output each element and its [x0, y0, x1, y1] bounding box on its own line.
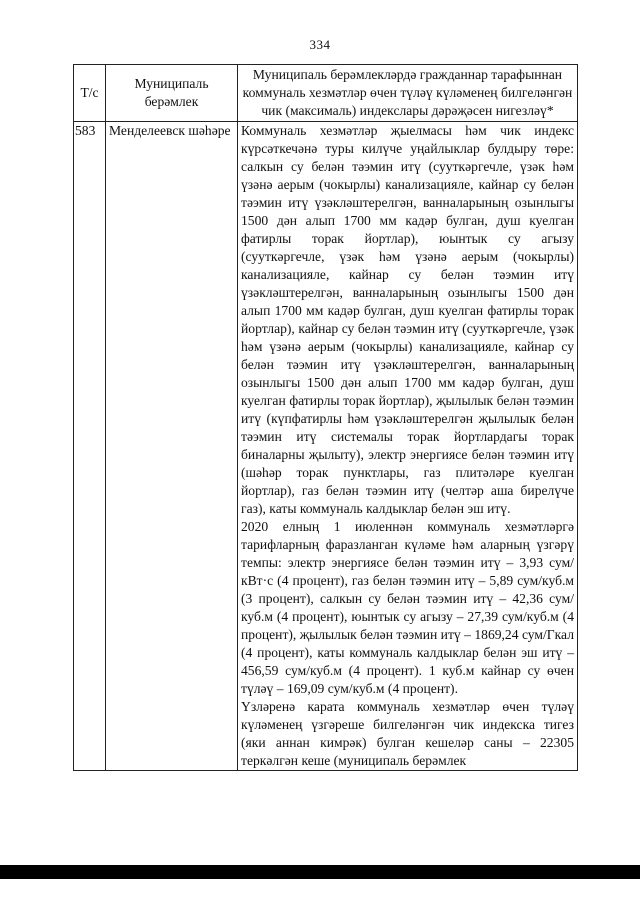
row-municipality: Менделеевск шәһәре	[106, 122, 238, 771]
table-row	[74, 122, 578, 771]
row-justification	[238, 122, 578, 771]
tariff-table	[73, 64, 578, 771]
header-justification: Муниципаль берәмлекләрдә гражданнар тарафыннан коммуналь хезмәтләр өчен түләү күләменең билгеләнгән чик (максималь) индекслары дәрәҗәсен нигезләү*	[238, 65, 578, 122]
row-number: 583	[74, 122, 106, 771]
paragraph-utilities: Коммуналь хезмәтләр җыелмасы һәм чик индекс күрсәткечәнә туры килүче уңайлыклар булдыру төре: салкын су белән тәэмин итү (сууткәргечле, үзәк һәм үзәнә аерым (чокырлы) канализацияле, кайнар су белән тәэмин итү үзәкләштерелгән, ванналарының озынлыгы 1500 дән алып 1700 мм кадәр булган, душ куелган фатирлы торак йортлар), юынтык су агызу (сууткәргечле, үзәк һәм үзәнә аерым (чокырлы) канализацияле, кайнар су белән тәэмин итү үзәкләштерелгән, ванналарының озынлыгы 1500 дән алып 1700 мм кадәр булган, душ куелган фатирлы торак йортлар), кайнар су белән тәэмин итү (сууткәргечле, үзәк һәм үзәнә аерым (чокырлы) канализацияле, кайнар су белән тәэмин итү үзәкләштерелгән, ванналарының озынлыгы 1500 дән алып 1700 мм кадәр булган, душ куелган фатирлы торак йортлар), җылылык белән тәэмин итү (күпфатирлы һәм үзәкләштерелгән җылылык белән тәэмин итү системалы торак йортлардагы торак биналарны җылыту), электр энергиясе белән тәэмин итү (шәһәр торак пунктлары, газ плитәләре куелган йортлар), газ белән тәэмин итү (челтәр аша бирелүче газ), каты коммуналь калдыклар белән эш итү.	[241, 123, 574, 516]
header-number: Т/с	[74, 65, 106, 122]
paragraph-residents: Үзләренә карата коммуналь хезмәтләр өчен түләү күләменең үзгәреше билгеләнгән чик индекска тигез (яки аннан кимрәк) булган кешеләр саны – 22305 теркәлгән кеше (муниципаль берәмлек	[241, 699, 574, 768]
table-header-row	[74, 65, 578, 122]
scan-border-bar	[0, 865, 640, 879]
page-number: 334	[309, 37, 331, 52]
header-municipality: Муниципаль берәмлек	[106, 65, 238, 122]
paragraph-tariffs: 2020 елның 1 июленнән коммуналь хезмәтләргә тарифларның фаразланган күләме һәм аларның үзгәрү темпы: электр энергиясе белән тәэмин итү – 3,93 сум/кВт·с (4 процент), газ белән тәэмин итү – 5,89 сум/куб.м (3 процент), салкын су белән тәэмин итү – 42,36 сум/куб.м (4 процент), юынтык су агызу – 27,39 сум/куб.м (4 процент), җылылык белән тәэмин итү – 1869,24 сум/Гкал (4 процент), каты коммуналь калдыклар белән эш итү – 456,59 сум/куб.м (4 процент). 1 куб.м кайнар су өчен түләү – 169,09 сум/куб.м (4 процент).	[241, 519, 574, 696]
